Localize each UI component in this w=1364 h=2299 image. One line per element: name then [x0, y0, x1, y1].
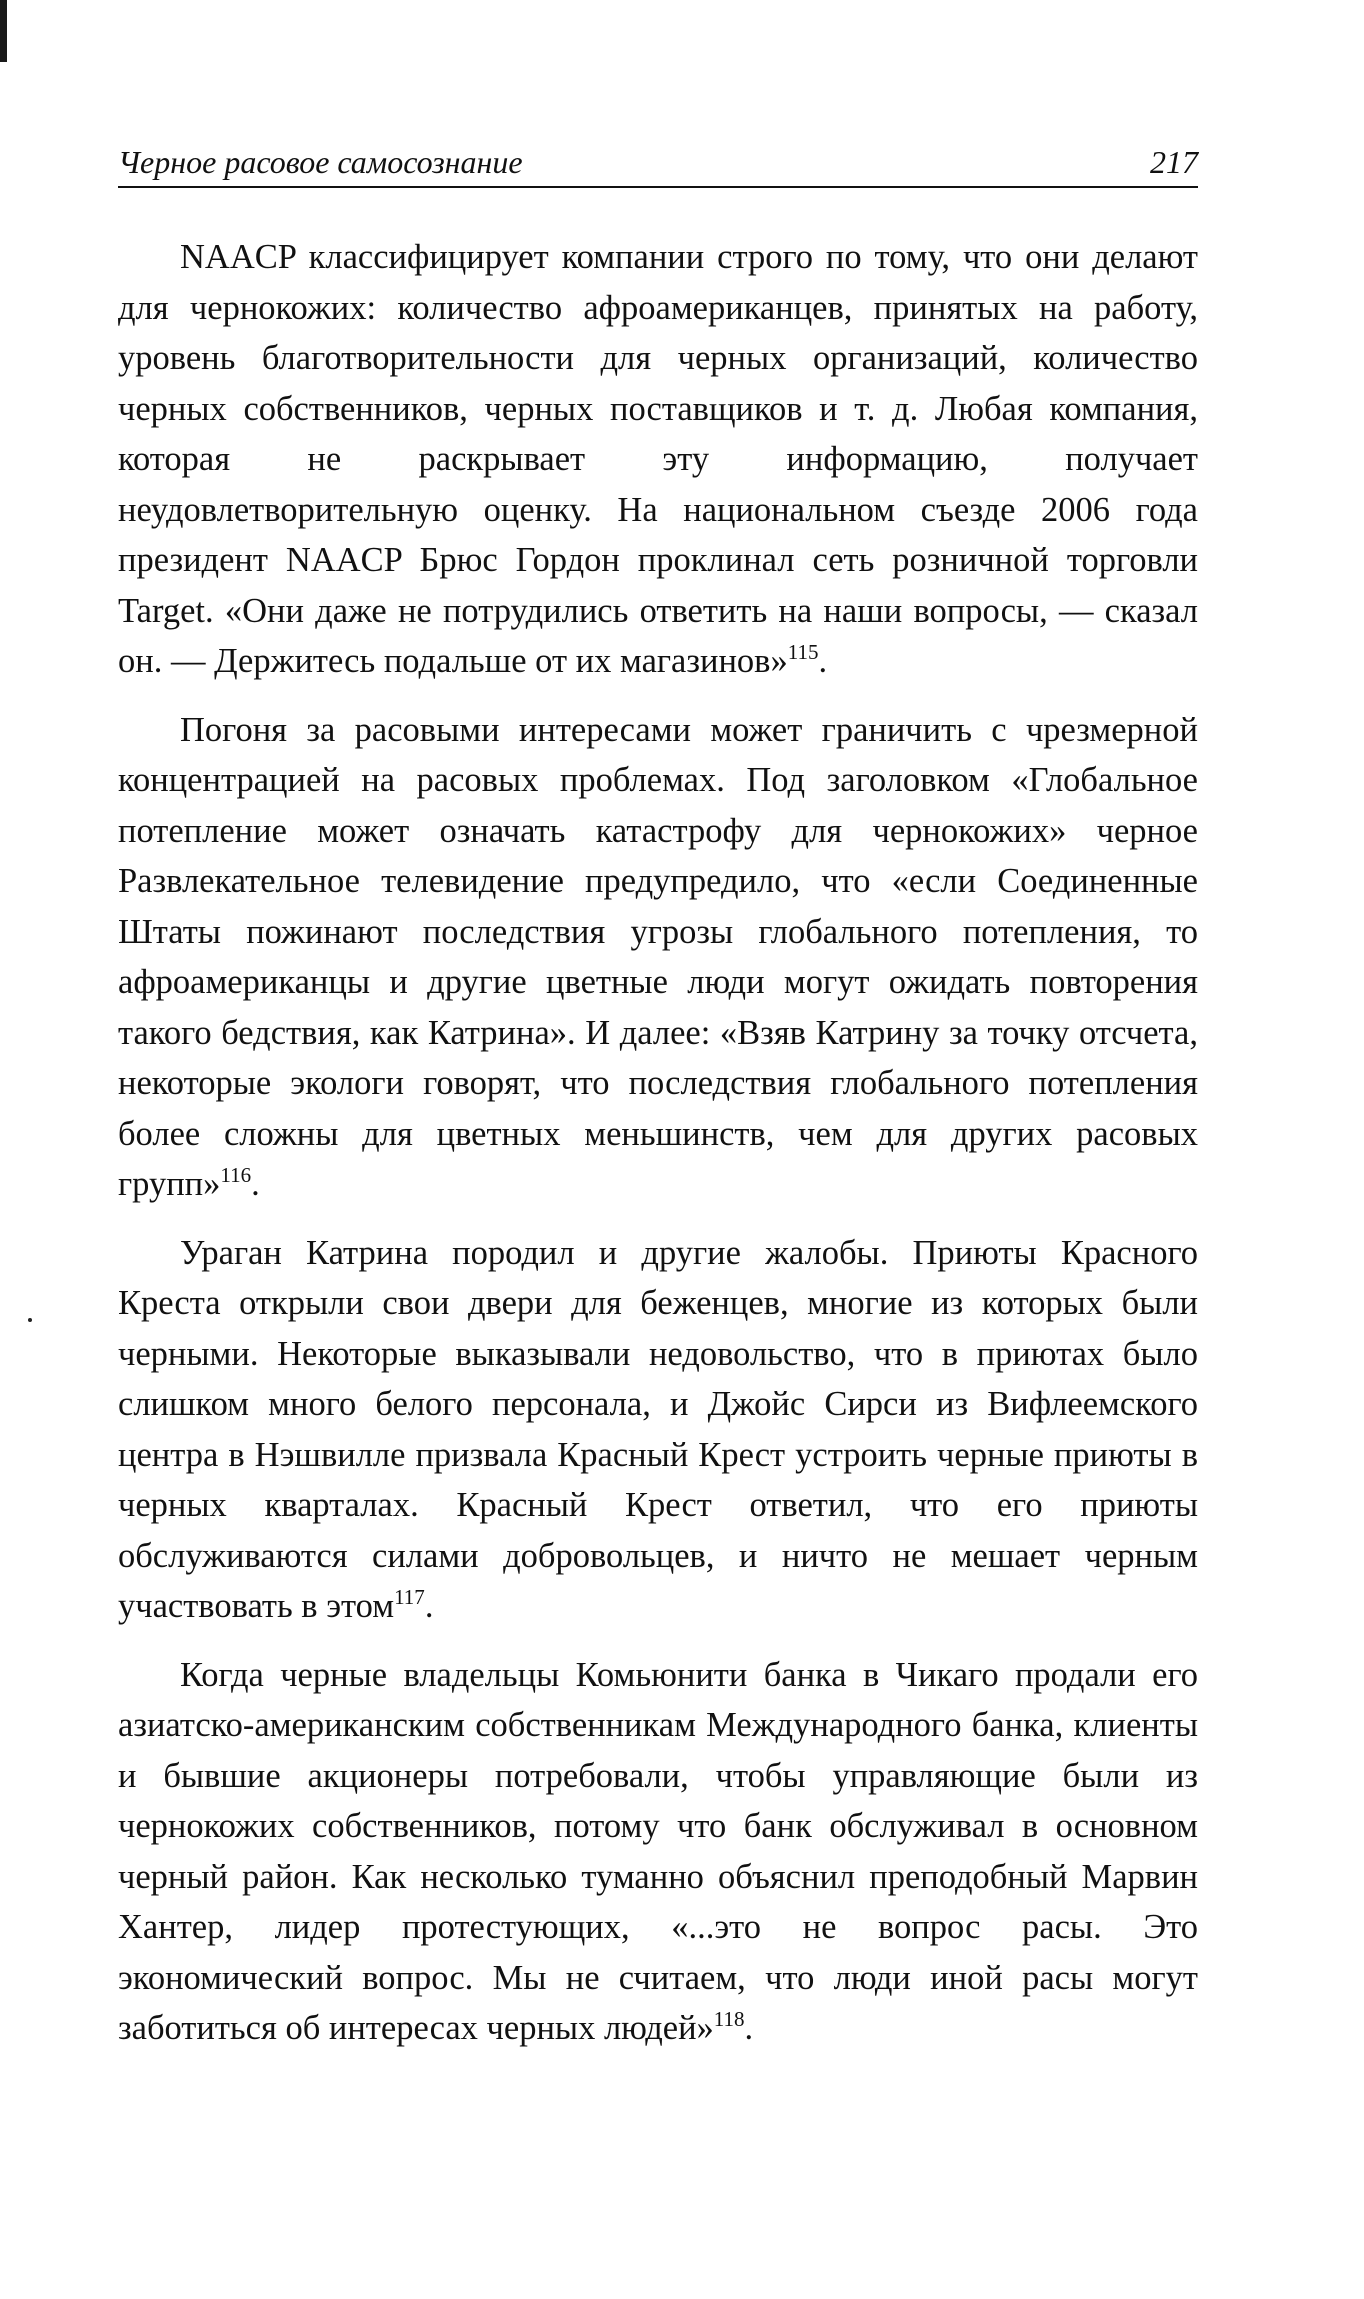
paragraph-2: [118, 705, 1198, 1210]
paragraph-4: [118, 1650, 1198, 2054]
paragraph-end: .: [424, 1587, 434, 1625]
paragraph-text: Когда черные владельцы Комьюнити банка в Чикаго продали его азиатско-американским собственникам Международного банка, клиенты и бывшие акционеры потребовали, чтобы управляющие были из чернокожих собственников, потому что банк обслуживал в основном черный район. Как несколько туманно объяснил преподобный Марвин Хантер, лидер протестующих, «...это не вопрос расы. Это экономический вопрос. Мы не считаем, что люди иной расы могут заботиться об интересах черных людей»: [118, 1655, 1198, 2047]
footnote-ref: 118: [713, 2007, 745, 2031]
running-head-title: Черное расовое самосознание: [118, 144, 523, 180]
page-number: 217: [1150, 144, 1198, 180]
paragraph-text: NAACP классифицирует компании строго по тому, что они делают для чернокожих: количество афроамериканцев, принятых на работу, уровень благотворительности для черных организаций, количество черных собственников, черных поставщиков и т. д. Любая компания, которая не раскрывает эту информацию, получает неудовлетворительную оценку. На национальном съезде 2006 года президент NAACP Брюс Гордон проклинал сеть розничной торговли Target. «Они даже не потрудились ответить на наши вопросы, — сказал он. — Держитесь подальше от их магазинов»: [118, 238, 1198, 680]
body-text: [118, 232, 1198, 2072]
paragraph-end: .: [251, 1165, 260, 1203]
footnote-ref: 116: [220, 1163, 252, 1187]
paragraph-1: [118, 232, 1198, 687]
footnote-ref: 115: [787, 640, 819, 664]
paragraph-3: [118, 1228, 1198, 1632]
paragraph-text: Ураган Катрина породил и другие жалобы. Приюты Красного Креста открыли свои двери для беженцев, многие из которых были черными. Некоторые выказывали недовольство, что в приютах было слишком много белого персонала, и Джойс Сирси из Вифлеемского центра в Нэшвилле призвала Красный Крест устроить черные приюты в черных кварталах. Красный Крест ответил, что его приюты обслуживаются силами добровольцев, и ничто не мешает черным участвовать в этом: [118, 1233, 1198, 1625]
paragraph-end: .: [818, 642, 828, 680]
paragraph-end: .: [744, 2009, 754, 2047]
footnote-ref: 117: [394, 1585, 425, 1609]
running-head: [118, 140, 1198, 188]
margin-dot: [28, 1318, 32, 1322]
paragraph-text: Погоня за расовыми интересами может граничить с чрезмерной концентрацией на расовых проблемах. Под заголовком «Глобальное потепление может означать катастрофу для чернокожих» черное Развлекательное телевидение предупредило, что «если Соединенные Штаты пожинают последствия угрозы глобального потепления, то афроамериканцы и другие цветные люди могут ожидать повторения такого бедствия, как Катрина». И далее: «Взяв Катрину за точку отсчета, некоторые экологи говорят, что последствия глобального потепления более сложны для цветных меньшинств, чем для других расовых групп»: [118, 710, 1198, 1203]
page-edge-mark: [0, 0, 7, 62]
